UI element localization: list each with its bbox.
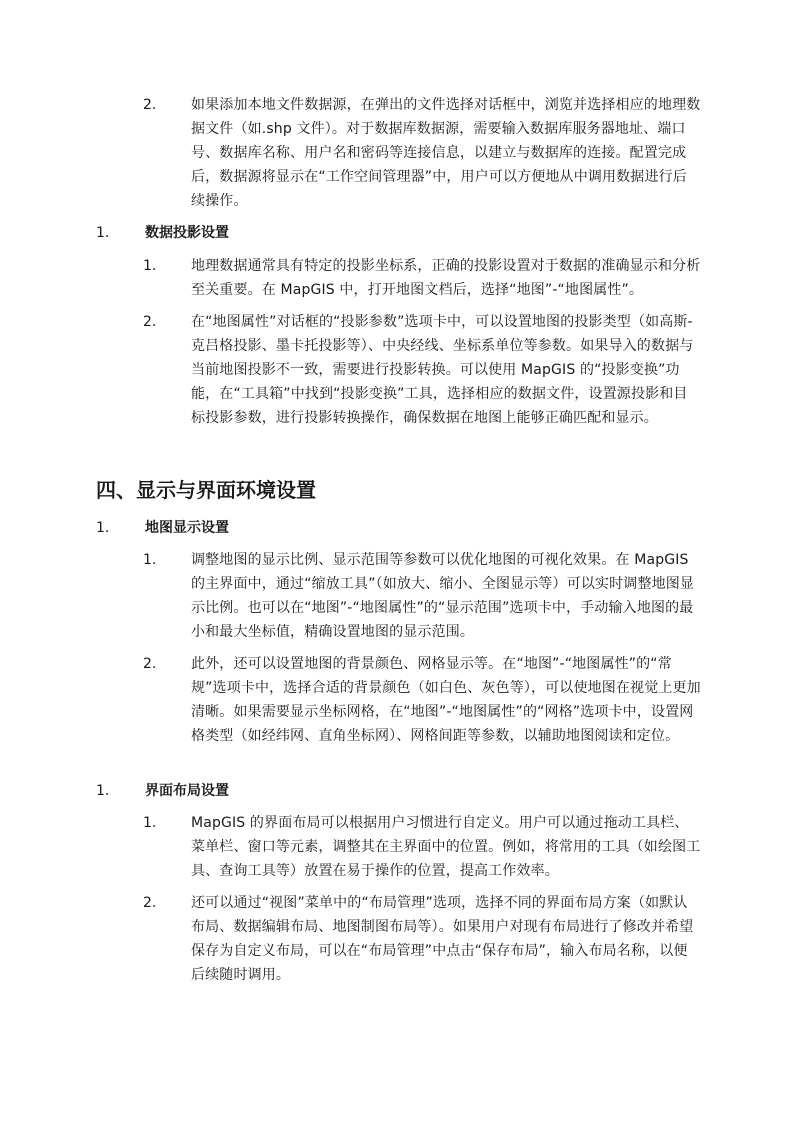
- list-item-map-display-1: [143, 548, 701, 644]
- list-number: 1.: [96, 225, 110, 241]
- section-title: 界面布局设置: [145, 783, 229, 799]
- list-number: 1.: [96, 783, 110, 799]
- list-number: 2.: [143, 895, 157, 911]
- list-item-projection-2: [143, 310, 701, 430]
- list-item-layout-2: [143, 891, 701, 987]
- paragraph: 此外，还可以设置地图的背景颜色、网格显示等。在“地图”-“地图属性”的“常规”选项卡中，选择合适的背景颜色（如白色、灰色等），可以使地图在视觉上更加清晰。如果需要显示坐标网格，在“地图”-“地图属性”的“网格”选项卡中，设置网格类型（如经纬网、直角坐标网）、网格间距等参数，以辅助地图阅读和定位。: [191, 656, 701, 744]
- list-number: 2.: [143, 97, 157, 113]
- paragraph: 还可以通过“视图”菜单中的“布局管理”选项，选择不同的界面布局方案（如默认布局、数据编辑布局、地图制图布局等）。如果用户对现有布局进行了修改并希望保存为自定义布局，可以在“布局管理”中点击“保存布局”，输入布局名称，以便后续随时调用。: [191, 895, 694, 983]
- list-number: 2.: [143, 656, 157, 672]
- list-number: 2.: [143, 314, 157, 330]
- list-number: 1.: [143, 258, 157, 274]
- list-number: 1.: [96, 520, 110, 536]
- section-heading-layout: [96, 780, 696, 802]
- section-heading-projection: [96, 222, 696, 244]
- list-number: 1.: [143, 815, 157, 831]
- list-item-data-source-config: [143, 93, 701, 213]
- paragraph: 地理数据通常具有特定的投影坐标系，正确的投影设置对于数据的准确显示和分析至关重要。在 MapGIS 中，打开地图文档后，选择“地图”-“地图属性”。: [191, 258, 701, 298]
- paragraph: MapGIS 的界面布局可以根据用户习惯进行自定义。用户可以通过拖动工具栏、菜单栏、窗口等元素，调整其在主界面中的位置。例如，将常用的工具（如绘图工具、查询工具等）放置在易于操作的位置，提高工作效率。: [191, 815, 701, 879]
- section-heading-map-display: [96, 517, 696, 539]
- list-item-layout-1: [143, 811, 701, 883]
- paragraph: 如果添加本地文件数据源，在弹出的文件选择对话框中，浏览并选择相应的地理数据文件（如.shp 文件）。对于数据库数据源，需要输入数据库服务器地址、端口号、数据库名称、用户名和密码等连接信息，以建立与数据库的连接。配置完成后，数据源将显示在“工作空间管理器”中，用户可以方便地从中调用数据进行后续操作。: [191, 97, 701, 209]
- paragraph: 调整地图的显示比例、显示范围等参数可以优化地图的可视化效果。在 MapGIS 的主界面中，通过“缩放工具”（如放大、缩小、全图显示等）可以实时调整地图显示比例。也可以在“地图”-“地图属性”的“显示范围”选项卡中，手动输入地图的最小和最大坐标值，精确设置地图的显示范围。: [191, 552, 695, 640]
- list-item-projection-1: [143, 254, 701, 302]
- list-number: 1.: [143, 552, 157, 568]
- section-title: 地图显示设置: [145, 520, 229, 536]
- paragraph: 在“地图属性”对话框的“投影参数”选项卡中，可以设置地图的投影类型（如高斯-克吕格投影、墨卡托投影等）、中央经线、坐标系单位等参数。如果导入的数据与当前地图投影不一致，需要进行投影转换。可以使用 MapGIS 的“投影变换”功能，在“工具箱”中找到“投影变换”工具，选择相应的数据文件，设置源投影和目标投影参数，进行投影转换操作，确保数据在地图上能够正确匹配和显示。: [191, 314, 694, 426]
- chapter-heading: 四、显示与界面环境设置: [96, 478, 316, 502]
- list-item-map-display-2: [143, 652, 701, 748]
- section-title: 数据投影设置: [145, 225, 229, 241]
